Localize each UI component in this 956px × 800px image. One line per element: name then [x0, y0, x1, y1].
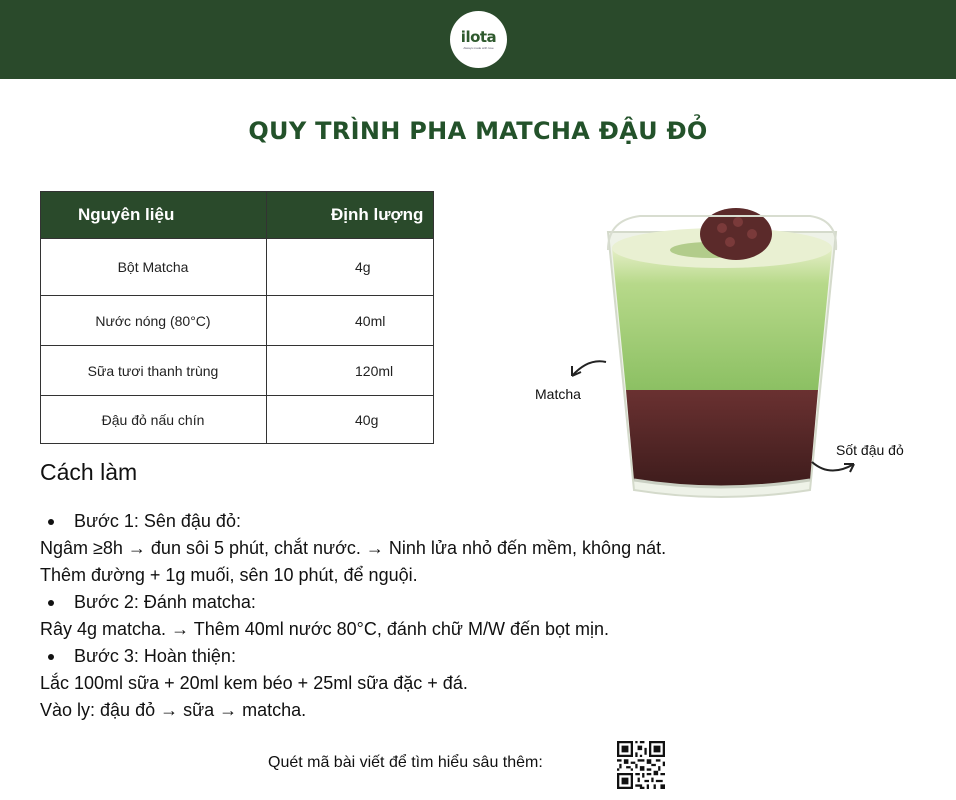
step-line: Rây 4g matcha. → Thêm 40ml nước 80°C, đánh chữ M/W đến bọt mịn. — [40, 619, 610, 639]
qr-prompt: Quét mã bài viết để tìm hiểu sâu thêm: — [268, 754, 543, 771]
table-row — [41, 346, 434, 396]
step-title: Bước 3: Hoàn thiện: — [74, 646, 236, 666]
matcha-layer-label: Matcha — [535, 386, 581, 402]
step-item — [40, 589, 940, 616]
header-bar — [0, 0, 956, 79]
brand-logo[interactable] — [450, 11, 507, 68]
ingredient-cell: Bột Matcha — [41, 239, 267, 296]
step-line: Thêm đường + 1g muối, sên 10 phút, để nguội. — [40, 565, 418, 585]
step-title: Bước 2: Đánh matcha: — [74, 592, 256, 612]
step-line: Vào ly: đậu đỏ → sữa → matcha. — [40, 700, 307, 720]
bullet-icon — [48, 519, 54, 525]
amount-cell: 40g — [267, 396, 434, 444]
amount-cell: 4g — [267, 239, 434, 296]
bullet-icon — [48, 600, 54, 606]
table-row — [41, 296, 434, 346]
qr-code-icon[interactable] — [617, 741, 665, 789]
matcha-red-bean-drink-image — [535, 190, 940, 510]
table-row — [41, 239, 434, 296]
red-bean-layer-label: Sốt đậu đỏ — [836, 442, 904, 458]
table-row — [41, 396, 434, 444]
step-title: Bước 1: Sên đậu đỏ: — [74, 511, 241, 531]
method-steps — [40, 508, 940, 724]
page-title: QUY TRÌNH PHA MATCHA ĐẬU ĐỎ — [248, 117, 708, 145]
step-item — [40, 643, 940, 670]
bullet-icon — [48, 654, 54, 660]
ingredient-cell: Sữa tươi thanh trùng — [41, 346, 267, 396]
column-header-amount: Định lượng — [267, 192, 434, 239]
step-item — [40, 508, 940, 535]
logo-tagline: Always made with love — [463, 45, 494, 50]
method-heading: Cách làm — [40, 459, 138, 485]
amount-cell: 120ml — [267, 346, 434, 396]
step-line: Ngâm ≥8h → đun sôi 5 phút, chắt nước. → Ninh lửa nhỏ đến mềm, không nát. — [40, 538, 667, 558]
drink-glass-illustration — [560, 190, 940, 510]
ingredients-table — [40, 191, 434, 444]
step-line: Lắc 100ml sữa + 20ml kem béo + 25ml sữa đặc + đá. — [40, 673, 468, 693]
amount-cell: 40ml — [267, 296, 434, 346]
ingredient-cell: Nước nóng (80°C) — [41, 296, 267, 346]
ingredient-cell: Đậu đỏ nấu chín — [41, 396, 267, 444]
logo-wordmark: ilota — [460, 27, 497, 46]
column-header-ingredient: Nguyên liệu — [41, 192, 267, 239]
table-header-row — [41, 192, 434, 239]
